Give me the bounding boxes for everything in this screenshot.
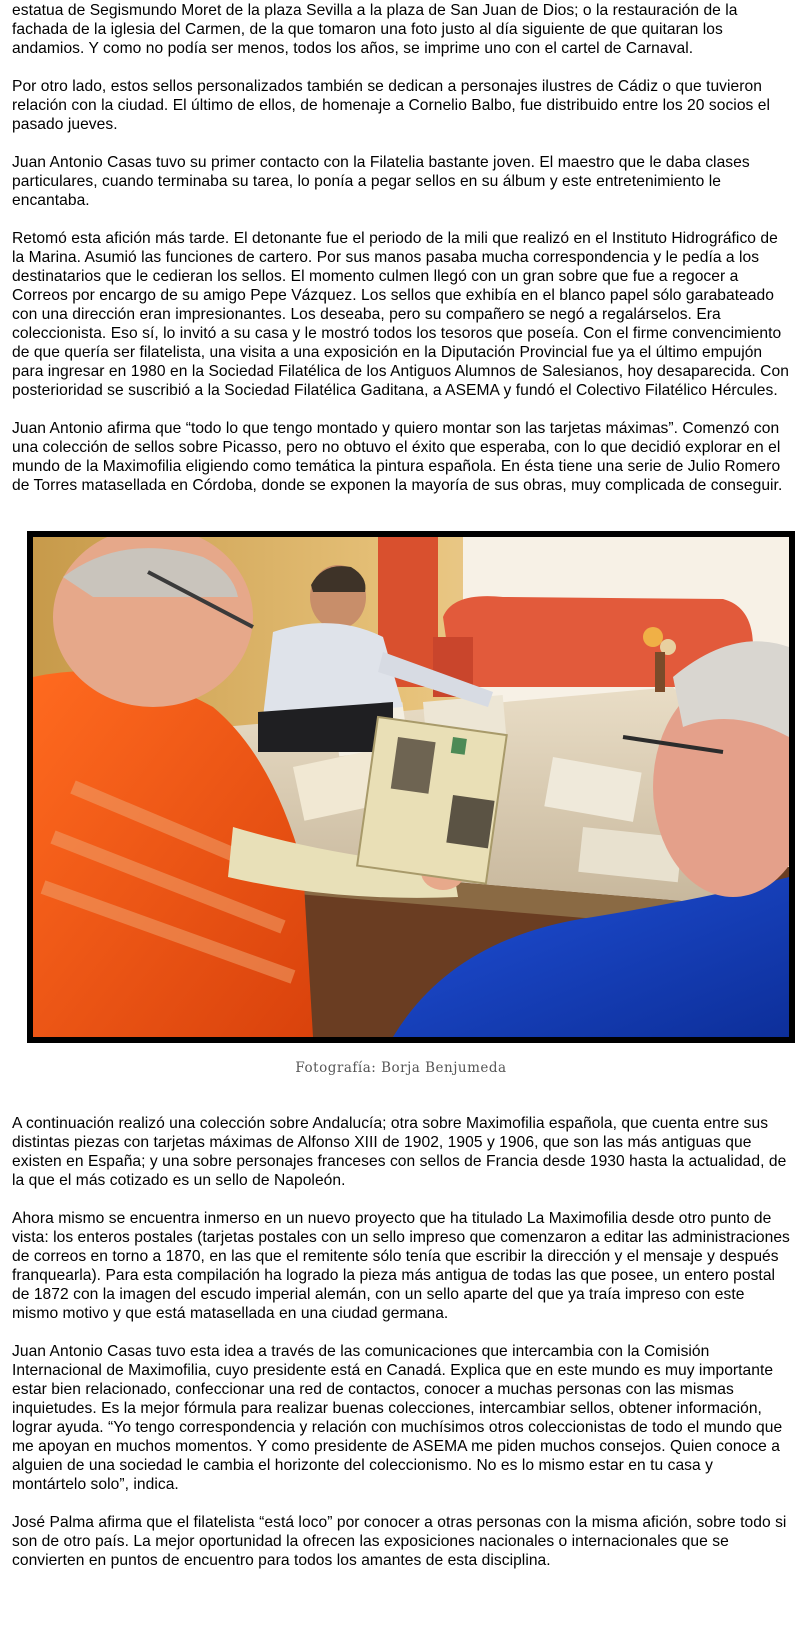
- paragraph: Juan Antonio Casas tuvo su primer contacto con la Filatelia bastante joven. El maestro que le daba clases particulares, cuando terminaba su tarea, lo ponía a pegar sellos en su álbum y este entretenimiento le encantaba.: [12, 154, 750, 209]
- paragraph: Retomó esta afición más tarde. El detonante fue el periodo de la mili que realizó en el Instituto Hidrográfico de la Marina. Asumió las funciones de cartero. Por sus manos pasaba mucha correspondencia y le pedía a los destinatarios que le cedieran los sellos. El momento culmen llegó con un gran sobre que fue a regocer a Correos por encargo de su amigo Pepe Vázquez. Los sellos que exhibía en el blanco papel sólo garabateado con una dirección eran impresionantes. Los deseaba, pero su compañero se negó a regalárselos. Era coleccionista. Eso sí, lo invitó a su casa y le mostró todos los tesoros que poseía. Con el firme convencimiento de que quería ser filatelista, una visita a una exposición en la Diputación Provincial fue ya el último empujón para ingresar en 1980 en la Sociedad Filatélica de los Antiguos Alumnos de Salesianos, hoy desaparecida. Con posterioridad se suscribió a la Sociedad Filatélica Gaditana, a ASEMA y fundó el Colectivo Filatélico Hércules.: [12, 230, 789, 399]
- paragraph: Por otro lado, estos sellos personalizados también se dedican a personajes ilustres de Cádiz o que tuvieron relación con la ciudad. El último de ellos, de homenaje a Cornelio Balbo, fue distribuido entre los 20 socios el pasado jueves.: [12, 78, 771, 133]
- article-photo: [27, 531, 795, 1043]
- article-body-bottom: [12, 1114, 790, 1570]
- paragraph: José Palma afirma que el filatelista “está loco” por conocer a otras personas con la misma afición, sobre todo si son de otro país. La mejor oportunidad la ofrecen las exposiciones nacionales o internacionales que se convierten en puntos de encuentro para todos los amantes de esta disciplina.: [12, 1514, 787, 1569]
- paragraph: Juan Antonio afirma que “todo lo que tengo montado y quiero montar son las tarjetas máximas”. Comenzó con una colección de sellos sobre Picasso, pero no obtuvo el éxito que esperaba, con lo que decidió explorar en el mundo de la Maximofilia eligiendo como temática la pintura española. En ésta tiene una serie de Julio Romero de Torres matasellada en Córdoba, donde se exponen la mayoría de sus obras, muy complicada de conseguir.: [12, 420, 783, 494]
- paragraph: Ahora mismo se encuentra inmerso en un nuevo proyecto que ha titulado La Maximofilia desde otro punto de vista: los enteros postales (tarjetas postales con un sello impreso que comenzaron a editar las administraciones de correos en torno a 1870, en las que el remitente sólo tenía que escribir la dirección y el mensaje y después franquearla). Para esta compilación ha logrado la pieza más antigua de todas las que posee, un entero postal de 1872 con la imagen del escudo imperial alemán, con un sello aparte del que ya traía impreso con este mismo motivo y que está matasellada en una ciudad germana.: [12, 1210, 790, 1322]
- paragraph: Juan Antonio Casas tuvo esta idea a través de las comunicaciones que intercambia con la Comisión Internacional de Maximofilia, cuyo presidente está en Canadá. Explica que en este mundo es muy importante estar bien relacionado, confeccionar una red de contactos, conocer a muchas personas con las mismas inquietudes. Es la mejor fórmula para realizar buenas colecciones, intercambiar sellos, obtener información, lograr ayuda. “Yo tengo correspondencia y relación con muchísimos otros coleccionistas de todo el mundo que me apoyan en muchos momentos. Y como presidente de ASEMA me piden muchos consejos. Quien conoce a alguien de una sociedad le cambia el horizonte del coleccionismo. No es lo mismo estar en tu casa y montártelo solo”, indica.: [12, 1343, 783, 1493]
- paragraph: A continuación realizó una colección sobre Andalucía; otra sobre Maximofilia española, que cuenta entre sus distintas piezas con tarjetas máximas de Alfonso XIII de 1902, 1905 y 1906, que son las más antiguas que existen en España; y una sobre personajes franceses con sellos de Francia desde 1930 hasta la actualidad, de la que el más cotizado es un sello de Napoleón.: [12, 1115, 787, 1189]
- article-body-top: [12, 1, 790, 495]
- paragraph: estatua de Segismundo Moret de la plaza Sevilla a la plaza de San Juan de Dios; o la restauración de la fachada de la iglesia del Carmen, de la que tomaron una foto justo al día siguiente de que quitaran los andamios. Y como no podía ser menos, todos los años, se imprime uno con el cartel de Carnaval.: [12, 2, 738, 57]
- photo-caption: Fotografía: Borja Benjumeda: [295, 1060, 507, 1076]
- photo-illustration: [33, 537, 789, 1037]
